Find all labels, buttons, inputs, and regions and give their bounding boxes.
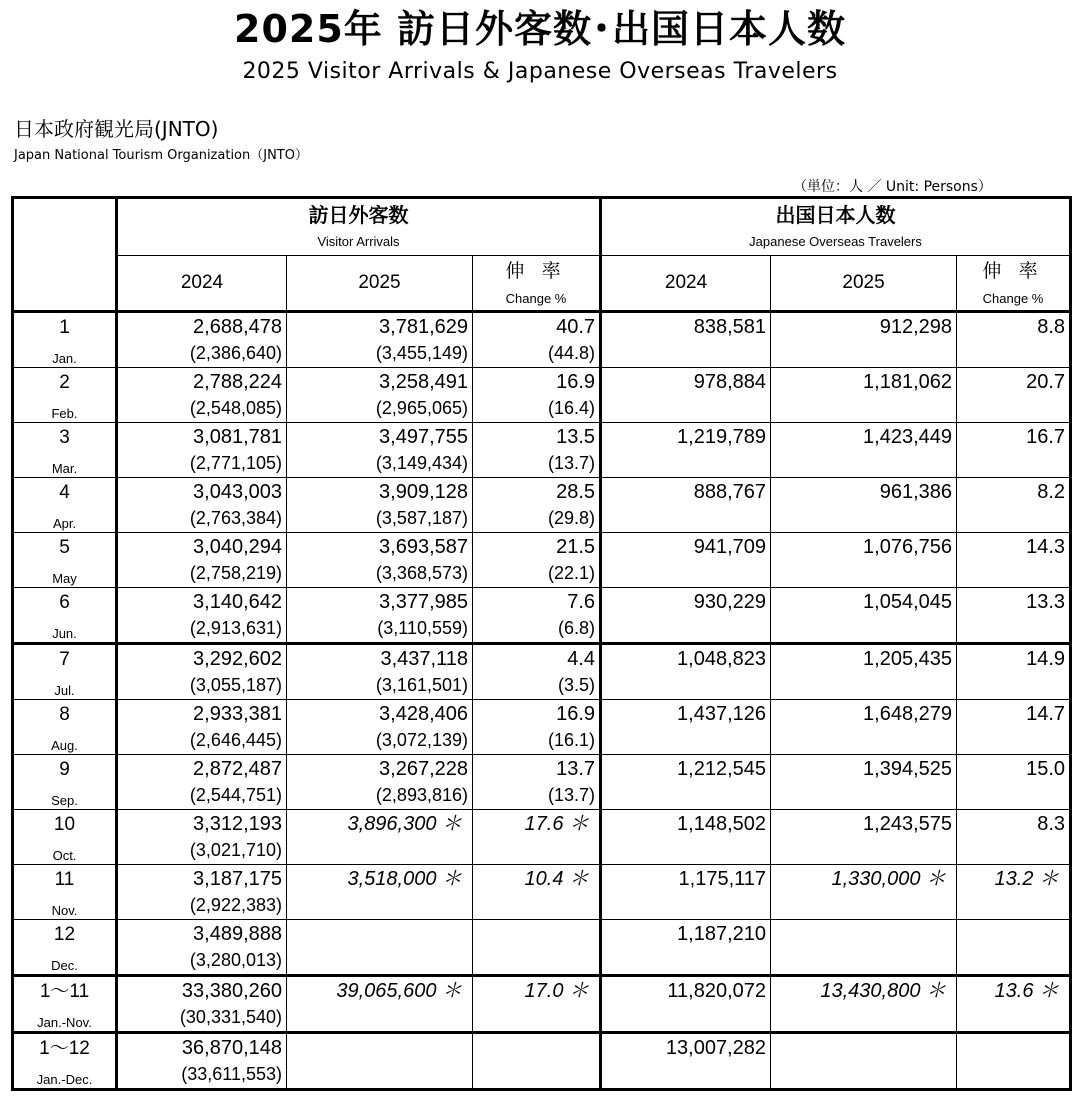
overseas-travelers-header xyxy=(601,198,1071,256)
table-row xyxy=(13,810,1071,865)
va-2024-value: 2,788,224 xyxy=(193,371,282,393)
va-change-cell xyxy=(473,1033,601,1090)
va-change-prev-value: (16.1) xyxy=(547,730,596,750)
va-2025-cell xyxy=(287,976,473,1033)
unit-note: （単位：人 ／ Unit: Persons） xyxy=(793,179,992,195)
va-2025-cell xyxy=(287,312,473,368)
jt-2024-cell xyxy=(601,588,771,644)
jt-change-value: 13.3 xyxy=(1026,591,1066,613)
jt-2024-header: 2024 xyxy=(601,256,771,312)
month-number: 4 xyxy=(59,482,70,503)
jt-2024-value: 1,219,789 xyxy=(677,426,767,448)
table-row xyxy=(13,755,1071,810)
month-number: 11 xyxy=(54,869,75,890)
va-change-prev-value xyxy=(473,949,599,971)
va-change-value xyxy=(473,922,599,946)
va-2024-cell xyxy=(117,700,287,755)
month-cell xyxy=(13,755,117,810)
va-2024-prev-value: (2,763,384) xyxy=(189,508,282,528)
jt-2025-cell xyxy=(771,588,957,644)
va-2025-cell xyxy=(287,865,473,920)
jt-change-cell xyxy=(957,976,1071,1033)
va-2025-value: 3,909,128 xyxy=(379,481,468,503)
jt-2025-cell xyxy=(771,865,957,920)
visitor-arrivals-header-en: Visitor Arrivals xyxy=(317,234,400,249)
va-2024-cell xyxy=(117,755,287,810)
jt-change-value: 14.9 xyxy=(1026,648,1066,670)
va-2025-prev-value: (3,368,573) xyxy=(375,563,468,583)
va-2025-cell xyxy=(287,700,473,755)
jt-change-cell xyxy=(957,920,1071,976)
va-change-value: 40.7 xyxy=(556,316,596,338)
va-change-cell xyxy=(473,312,601,368)
va-2024-value: 2,688,478 xyxy=(193,316,282,338)
va-change-prev-value: (3.5) xyxy=(558,675,596,695)
va-change-prev-value xyxy=(473,1063,599,1085)
jt-2024-cell xyxy=(601,976,771,1033)
jt-2024-value: 930,229 xyxy=(693,591,767,613)
va-2024-value: 3,140,642 xyxy=(193,591,282,613)
va-2025-prev-value xyxy=(287,1006,472,1028)
va-change-value: 28.5 xyxy=(556,481,596,503)
va-change-cell xyxy=(473,478,601,533)
month-cell xyxy=(13,644,117,700)
va-2025-value xyxy=(287,922,472,946)
va-2025-cell xyxy=(287,755,473,810)
jt-2024-cell xyxy=(601,312,771,368)
va-2024-value: 2,933,381 xyxy=(193,703,282,725)
page-title: 2025年 訪日外客数･出国日本人数 xyxy=(234,7,846,51)
table-row xyxy=(13,1033,1071,1090)
jt-change-value: 13.6 ＊ xyxy=(994,980,1060,1002)
month-number: 5 xyxy=(59,537,70,558)
va-change-cell xyxy=(473,755,601,810)
month-label: Nov. xyxy=(51,903,78,918)
month-label: Jan. xyxy=(52,351,77,366)
va-2024-cell xyxy=(117,533,287,588)
va-2024-cell xyxy=(117,810,287,865)
va-2025-cell xyxy=(287,810,473,865)
va-change-value: 17.0 ＊ xyxy=(524,980,590,1002)
va-change-value: 4.4 xyxy=(567,648,596,670)
va-change-prev-value: (16.4) xyxy=(547,398,596,418)
jt-2025-cell xyxy=(771,755,957,810)
jt-change-value: 13.2 ＊ xyxy=(994,868,1060,890)
corner-cell xyxy=(13,198,117,312)
jt-2024-value: 1,148,502 xyxy=(677,813,767,835)
va-2025-cell xyxy=(287,533,473,588)
va-change-value: 13.7 xyxy=(556,758,596,780)
table-row xyxy=(13,588,1071,644)
va-2024-cell xyxy=(117,423,287,478)
va-2024-prev-value: (2,544,751) xyxy=(189,785,282,805)
month-number: 3 xyxy=(59,427,70,448)
overseas-travelers-header-en: Japanese Overseas Travelers xyxy=(749,234,922,249)
month-label: Apr. xyxy=(52,516,77,531)
jt-2025-value: 1,181,062 xyxy=(863,371,953,393)
jt-change-value: 8.8 xyxy=(1037,316,1066,338)
jt-change-cell xyxy=(957,533,1071,588)
va-change-value: 10.4 ＊ xyxy=(524,868,590,890)
month-label: May xyxy=(52,571,77,586)
month-label: Dec. xyxy=(51,958,78,973)
jt-change-value: 20.7 xyxy=(1026,371,1066,393)
table-row xyxy=(13,478,1071,533)
jt-change-cell xyxy=(957,644,1071,700)
month-label: Sep. xyxy=(51,793,78,808)
va-change-cell xyxy=(473,423,601,478)
va-change-cell xyxy=(473,976,601,1033)
month-number: 9 xyxy=(59,759,70,780)
jt-2025-value: 13,430,800 ＊ xyxy=(820,980,947,1002)
va-2024-value: 36,870,148 xyxy=(181,1037,282,1059)
va-2024-prev-value: (30,331,540) xyxy=(179,1007,282,1027)
va-change-prev-value: (6.8) xyxy=(558,618,596,638)
month-cell xyxy=(13,588,117,644)
va-change-prev-value xyxy=(473,1006,599,1028)
va-change-header-jp: 伸 率 xyxy=(505,261,567,282)
jt-2025-cell xyxy=(771,533,957,588)
va-2025-prev-value: (2,893,816) xyxy=(375,785,468,805)
jt-change-cell xyxy=(957,588,1071,644)
jt-change-cell xyxy=(957,312,1071,368)
jt-2024-value: 1,048,823 xyxy=(677,648,767,670)
month-cell xyxy=(13,312,117,368)
organization-name-en: Japan National Tourism Organization（JNTO） xyxy=(14,148,308,163)
month-label: Feb. xyxy=(51,406,78,421)
statistics-table xyxy=(11,196,1072,1091)
jt-2025-value: 1,423,449 xyxy=(863,426,953,448)
month-label: Jul. xyxy=(54,683,75,698)
jt-2024-value: 888,767 xyxy=(693,481,767,503)
table-row xyxy=(13,920,1071,976)
month-cell xyxy=(13,533,117,588)
month-label: Jan.-Dec. xyxy=(36,1072,93,1087)
jt-2024-value: 1,175,117 xyxy=(678,868,767,890)
jt-change-cell xyxy=(957,810,1071,865)
month-cell xyxy=(13,700,117,755)
jt-change-cell xyxy=(957,368,1071,423)
va-2024-value: 3,312,193 xyxy=(193,813,282,835)
jt-change-cell xyxy=(957,1033,1071,1090)
va-2025-prev-value xyxy=(287,949,472,971)
jt-change-cell xyxy=(957,700,1071,755)
jt-2024-value: 1,187,210 xyxy=(677,923,767,945)
visitor-arrivals-header-jp: 訪日外客数 xyxy=(308,205,409,227)
month-number: 2 xyxy=(59,372,70,393)
va-change-prev-value: (13.7) xyxy=(547,785,596,805)
va-2025-prev-value: (3,110,559) xyxy=(377,618,468,638)
va-2025-value xyxy=(287,1036,472,1060)
month-cell xyxy=(13,865,117,920)
va-2024-prev-value: (3,055,187) xyxy=(189,675,282,695)
va-2025-cell xyxy=(287,920,473,976)
month-number: 8 xyxy=(59,704,70,725)
jt-2024-value: 1,212,545 xyxy=(677,758,767,780)
va-2024-cell xyxy=(117,478,287,533)
jt-change-header xyxy=(957,256,1071,312)
va-2025-prev-value: (2,965,065) xyxy=(375,398,468,418)
va-2025-prev-value: (3,149,434) xyxy=(375,453,468,473)
va-change-cell xyxy=(473,644,601,700)
jt-change-value: 15.0 xyxy=(1026,758,1066,780)
month-number: 7 xyxy=(59,649,70,670)
va-2024-prev-value: (2,646,445) xyxy=(189,730,282,750)
jt-change-value: 8.3 xyxy=(1037,813,1066,835)
va-change-value: 7.6 xyxy=(567,591,596,613)
va-2024-cell xyxy=(117,588,287,644)
va-change-prev-value: (44.8) xyxy=(547,343,596,363)
va-2024-prev-value: (2,922,383) xyxy=(189,895,282,915)
va-2025-prev-value: (3,455,149) xyxy=(375,343,468,363)
va-2025-prev-value xyxy=(287,1063,472,1085)
va-2025-prev-value xyxy=(287,894,472,916)
jt-2024-value: 941,709 xyxy=(693,536,767,558)
va-2024-prev-value: (3,280,013) xyxy=(189,950,282,970)
va-2024-value: 3,292,602 xyxy=(193,648,282,670)
va-2025-prev-value xyxy=(287,839,472,861)
va-2024-prev-value: (3,021,710) xyxy=(189,840,282,860)
va-2025-value: 3,437,118 xyxy=(380,648,468,670)
jt-change-value: 14.7 xyxy=(1026,703,1066,725)
jt-2024-cell xyxy=(601,755,771,810)
va-2025-cell xyxy=(287,644,473,700)
va-2024-value: 33,380,260 xyxy=(181,980,282,1002)
jt-2024-cell xyxy=(601,644,771,700)
jt-2025-cell xyxy=(771,368,957,423)
jt-change-value xyxy=(957,922,1069,946)
jt-change-header-en: Change % xyxy=(982,291,1044,306)
month-label: Mar. xyxy=(51,461,78,476)
va-2024-cell xyxy=(117,1033,287,1090)
month-label: Jan.-Nov. xyxy=(37,1015,92,1030)
jt-2025-value xyxy=(771,1036,956,1060)
jt-2024-cell xyxy=(601,1033,771,1090)
jt-change-cell xyxy=(957,865,1071,920)
jt-2024-value: 11,820,072 xyxy=(667,980,767,1002)
jt-2025-cell xyxy=(771,700,957,755)
month-number: 6 xyxy=(59,592,70,613)
organization-name-jp: 日本政府観光局(JNTO) xyxy=(14,117,219,141)
jt-2024-cell xyxy=(601,920,771,976)
jt-2025-cell xyxy=(771,423,957,478)
jt-change-value xyxy=(957,1036,1069,1060)
va-2024-prev-value: (2,913,631) xyxy=(189,618,282,638)
va-2025-value: 39,065,600 ＊ xyxy=(336,980,462,1002)
va-2024-prev-value: (2,771,105) xyxy=(189,453,282,473)
month-cell xyxy=(13,1033,117,1090)
va-change-value: 16.9 xyxy=(556,371,596,393)
va-change-header xyxy=(473,256,601,312)
table-row xyxy=(13,976,1071,1033)
va-change-prev-value: (22.1) xyxy=(547,563,596,583)
jt-2025-header: 2025 xyxy=(771,256,957,312)
table-row xyxy=(13,423,1071,478)
jt-change-cell xyxy=(957,755,1071,810)
jt-2025-value xyxy=(771,922,956,946)
jt-change-header-jp: 伸 率 xyxy=(982,261,1044,282)
jt-2025-cell xyxy=(771,920,957,976)
va-2025-header: 2025 xyxy=(287,256,473,312)
table-row xyxy=(13,533,1071,588)
va-2025-prev-value: (3,072,139) xyxy=(375,730,468,750)
va-2024-cell xyxy=(117,368,287,423)
va-change-cell xyxy=(473,700,601,755)
va-change-cell xyxy=(473,588,601,644)
jt-2025-value: 1,648,279 xyxy=(863,703,953,725)
jt-2024-cell xyxy=(601,700,771,755)
jt-2024-value: 13,007,282 xyxy=(665,1037,767,1059)
va-2025-cell xyxy=(287,588,473,644)
jt-2025-value: 1,205,435 xyxy=(863,648,953,670)
month-label: Aug. xyxy=(51,738,78,753)
table-row xyxy=(13,644,1071,700)
va-2025-value: 3,267,228 xyxy=(379,758,468,780)
va-change-header-en: Change % xyxy=(505,291,567,306)
jt-2025-value: 1,394,525 xyxy=(863,758,953,780)
va-change-prev-value: (13.7) xyxy=(547,453,596,473)
jt-2025-value: 912,298 xyxy=(879,316,953,338)
va-2024-prev-value: (2,758,219) xyxy=(189,563,282,583)
va-change-value: 16.9 xyxy=(556,703,596,725)
va-change-prev-value xyxy=(473,894,599,916)
va-2025-value: 3,377,985 xyxy=(379,591,468,613)
jt-2025-cell xyxy=(771,312,957,368)
jt-2024-value: 838,581 xyxy=(693,316,767,338)
month-cell xyxy=(13,478,117,533)
jt-2024-cell xyxy=(601,533,771,588)
jt-2024-cell xyxy=(601,423,771,478)
jt-change-cell xyxy=(957,423,1071,478)
va-change-prev-value: (29.8) xyxy=(547,508,596,528)
va-2024-value: 3,081,781 xyxy=(193,426,282,448)
jt-2024-value: 1,437,126 xyxy=(677,703,767,725)
month-number: 10 xyxy=(53,814,76,835)
va-2024-cell xyxy=(117,312,287,368)
va-2024-prev-value: (33,611,553) xyxy=(181,1064,282,1084)
jt-change-value: 16.7 xyxy=(1026,426,1066,448)
month-number: 1～12 xyxy=(39,1038,90,1059)
va-2024-cell xyxy=(117,865,287,920)
month-cell xyxy=(13,920,117,976)
jt-2025-value: 1,076,756 xyxy=(863,536,953,558)
table-row xyxy=(13,312,1071,368)
visitor-arrivals-header xyxy=(117,198,601,256)
jt-2025-cell xyxy=(771,810,957,865)
overseas-travelers-header-jp: 出国日本人数 xyxy=(775,205,896,227)
month-cell xyxy=(13,368,117,423)
month-cell xyxy=(13,810,117,865)
jt-2025-value: 1,054,045 xyxy=(863,591,953,613)
va-change-value: 13.5 xyxy=(556,426,596,448)
va-2024-cell xyxy=(117,976,287,1033)
va-2025-value: 3,693,587 xyxy=(379,536,468,558)
jt-change-cell xyxy=(957,478,1071,533)
va-change-value: 17.6 ＊ xyxy=(524,813,590,835)
month-label: Jun. xyxy=(52,626,77,641)
va-change-cell xyxy=(473,368,601,423)
va-2024-cell xyxy=(117,644,287,700)
jt-2025-cell xyxy=(771,478,957,533)
va-2025-value: 3,428,406 xyxy=(379,703,468,725)
jt-2025-value: 961,386 xyxy=(879,481,953,503)
va-2025-value: 3,258,491 xyxy=(379,371,468,393)
va-2025-cell xyxy=(287,368,473,423)
va-2025-prev-value: (3,161,501) xyxy=(375,675,468,695)
jt-2025-value: 1,330,000 ＊ xyxy=(831,868,947,890)
month-number: 12 xyxy=(53,924,76,945)
va-2025-value: 3,518,000 ＊ xyxy=(347,868,462,890)
va-2024-prev-value: (2,548,085) xyxy=(189,398,282,418)
page-subtitle: 2025 Visitor Arrivals & Japanese Overseas Travelers xyxy=(242,59,838,84)
va-2024-value: 3,040,294 xyxy=(193,536,282,558)
va-2025-value: 3,896,300 ＊ xyxy=(347,813,462,835)
month-number: 1 xyxy=(59,317,70,338)
table-row xyxy=(13,368,1071,423)
jt-change-value: 8.2 xyxy=(1037,481,1066,503)
jt-2025-cell xyxy=(771,976,957,1033)
month-number: 1～11 xyxy=(39,981,90,1002)
va-2025-prev-value: (3,587,187) xyxy=(375,508,468,528)
va-change-prev-value xyxy=(473,839,599,861)
va-change-value xyxy=(473,1036,599,1060)
jt-2024-cell xyxy=(601,368,771,423)
jt-2024-cell xyxy=(601,478,771,533)
va-2025-cell xyxy=(287,423,473,478)
va-change-cell xyxy=(473,865,601,920)
va-change-cell xyxy=(473,810,601,865)
va-2024-prev-value: (2,386,640) xyxy=(189,343,282,363)
va-2024-value: 3,187,175 xyxy=(193,868,282,890)
va-2024-value: 3,489,888 xyxy=(193,923,282,945)
va-change-cell xyxy=(473,533,601,588)
jt-2024-value: 978,884 xyxy=(693,371,767,393)
va-2025-value: 3,497,755 xyxy=(379,426,468,448)
month-cell xyxy=(13,976,117,1033)
va-change-value: 21.5 xyxy=(556,536,596,558)
va-2025-cell xyxy=(287,1033,473,1090)
va-2025-cell xyxy=(287,478,473,533)
table-row xyxy=(13,865,1071,920)
jt-2025-value: 1,243,575 xyxy=(863,813,953,835)
jt-2025-cell xyxy=(771,1033,957,1090)
jt-2024-cell xyxy=(601,865,771,920)
va-2024-value: 2,872,487 xyxy=(193,758,282,780)
va-2024-header: 2024 xyxy=(117,256,287,312)
jt-2025-cell xyxy=(771,644,957,700)
va-2025-value: 3,781,629 xyxy=(379,316,468,338)
month-cell xyxy=(13,423,117,478)
va-2024-cell xyxy=(117,920,287,976)
jt-2024-cell xyxy=(601,810,771,865)
month-label: Oct. xyxy=(52,848,77,863)
va-2024-value: 3,043,003 xyxy=(193,481,282,503)
va-change-cell xyxy=(473,920,601,976)
table-row xyxy=(13,700,1071,755)
jt-change-value: 14.3 xyxy=(1026,536,1066,558)
